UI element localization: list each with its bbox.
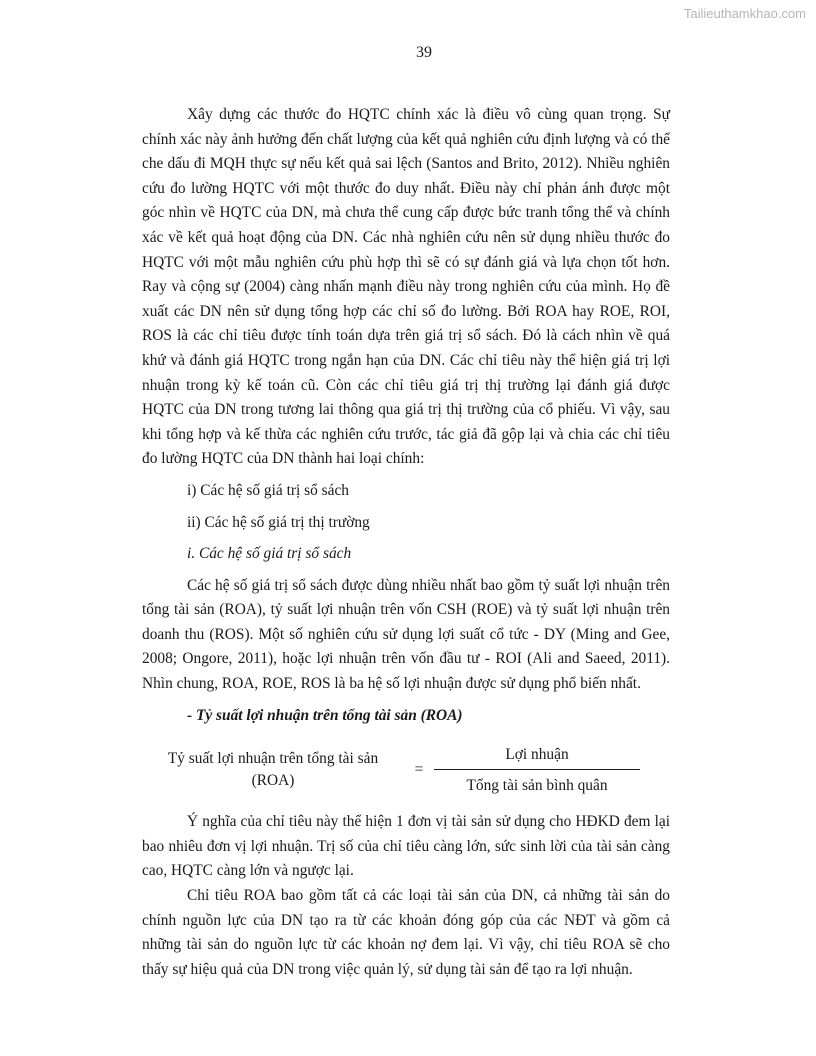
formula-label-line2: (ROA) [251, 772, 295, 790]
subheading-book-value: i. Các hệ số giá trị sổ sách [187, 545, 352, 563]
paragraph-roa-meaning: Ý nghĩa của chỉ tiêu này thể hiện 1 đơn vị tài sản sử dụng cho HĐKD đem lại bao nhiêu đơn vị lợi nhuận. Trị số của chỉ tiêu càng lớn, sức sinh lời của tài sản càng cao, HQTC càng lớn và ngược lại. [142, 813, 670, 880]
formula-label-line1: Tỷ suất lợi nhuận trên tổng tài sản [167, 750, 379, 768]
watermark: Tailieuthamkhao.com [683, 6, 806, 21]
formula-label [142, 748, 404, 792]
paragraph-book-value: Các hệ số giá trị sổ sách được dùng nhiều nhất bao gồm tỷ suất lợi nhuận trên tổng tài sản (ROA), tỷ suất lợi nhuận trên vốn CSH (ROE) và tỷ suất lợi nhuận trên doanh thu (ROS). Một số nghiên cứu sử dụng lợi suất cổ tức - DY (Ming and Gee, 2008; Ongore, 2011), hoặc lợi nhuận trên vốn đầu tư - ROI (Ali and Saeed, 2011). Nhìn chung, ROA, ROE, ROS là ba hệ số lợi nhuận được sử dụng phổ biến nhất. [142, 576, 670, 693]
page-number: 39 [416, 44, 432, 61]
list-item-book-value: i) Các hệ số giá trị sổ sách [187, 481, 349, 499]
document-body [142, 103, 670, 982]
heading-roa: - Tỷ suất lợi nhuận trên tổng tài sản (ROA) [187, 706, 463, 724]
paragraph-measurement-intro: Xây dựng các thước đo HQTC chính xác là điều vô cùng quan trọng. Sự chính xác này ảnh hưởng đến chất lượng của kết quả nghiên cứu định lượng và có thể che dấu đi MQH thực sự nếu kết quả sai lệch (Santos and Brito, 2012). Nhiều nghiên cứu đo lường HQTC với một thước đo duy nhất. Điều này chỉ phản ánh được một góc nhìn về HQTC của DN, mà chưa thể cung cấp được bức tranh tổng thể và chính xác về kết quả hoạt động của DN. Các nhà nghiên cứu nên sử dụng nhiều thước đo HQTC với một mẫu nghiên cứu phù hợp thì sẽ có sự đánh giá và lựa chọn tốt hơn. Ray và cộng sự (2004) càng nhấn mạnh điều này trong nghiên cứu của mình. Họ đề xuất các DN nên sử dụng tổng hợp các chỉ số đo lường. Bởi ROA hay ROE, ROI, ROS là các chỉ tiêu được tính toán dựa trên giá trị sổ sách. Đó là cách nhìn về quá khứ và đánh giá HQTC trong ngắn hạn của DN. Các chỉ tiêu này thể hiện giá trị lợi nhuận trong kỳ kế toán cũ. Còn các chỉ tiêu giá trị thị trường lại đánh giá được HQTC của DN trong tương lai thông qua giá trị thị trường của cổ phiếu. Vì vậy, sau khi tổng hợp và kế thừa các nghiên cứu trước, tác giả đã gộp lại và chia các chỉ tiêu đo lường HQTC của DN thành hai loại chính: [142, 106, 670, 468]
paragraph-roa-scope: Chỉ tiêu ROA bao gồm tất cả các loại tài sản của DN, cả những tài sản do chính nguồn lực của DN tạo ra từ các khoản đóng góp của các NĐT và gồm cả những tài sản do nguồn lực từ các khoản nợ đem lại. Vì vậy, chỉ tiêu ROA sẽ cho thấy sự hiệu quả của DN trong việc quản lý, sử dụng tài sản để tạo ra lợi nhuận. [142, 887, 670, 978]
formula-equals-sign: = [414, 760, 424, 778]
formula-numerator: Lợi nhuận [505, 745, 569, 763]
list-item-market-value: ii) Các hệ số giá trị thị trường [187, 513, 370, 531]
roa-formula [142, 744, 670, 796]
formula-denominator: Tổng tài sản bình quân [466, 776, 608, 794]
formula-fraction [434, 744, 640, 797]
